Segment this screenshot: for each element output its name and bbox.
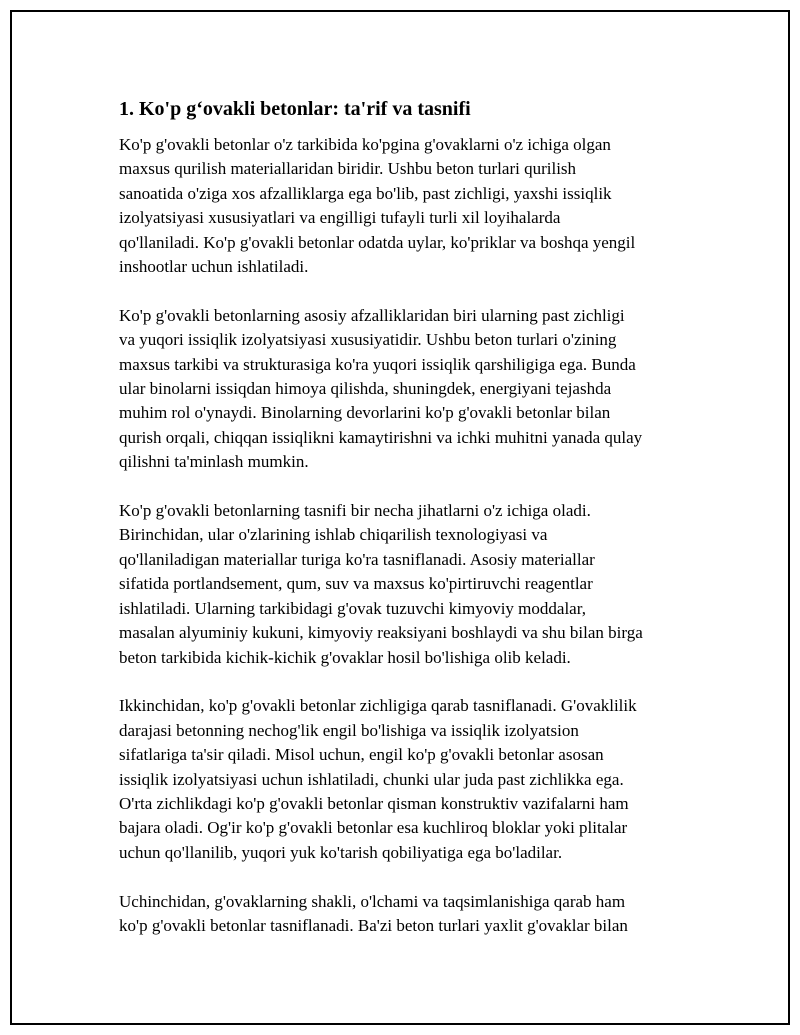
- section-heading: 1. Ko'p g‘ovakli betonlar: ta'rif va tasnifi: [119, 98, 471, 120]
- paragraph-classification-pores: Uchinchidan, g'ovaklarning shakli, o'lchami va taqsimlanishiga qarab ham ko'p g'ovakli betonlar tasniflanadi. Ba'zi beton turlari yaxlit g'ovaklar bilan: [119, 891, 628, 935]
- paragraph-advantages: Ko'p g'ovakli betonlarning asosiy afzalliklaridan biri ularning past zichligi va yuqori issiqlik izolyatsiyasi xususiyatidir. Ushbu beton turlari o'zining maxsus tarkibi va strukturasiga ko'ra yuqori issiqlik qarshiligiga ega. Bunda ular binolarni issiqdan himoya qilishda, shuningdek, energiyani tejashda muhim rol o'ynaydi. Binolarning devorlarini ko'p g'ovakli betonlar bilan qurish orqali, chiqqan issiqlikni kamaytirishni va ichki muhitni yanada qulay qilishni ta'minlash mumkin.: [119, 305, 643, 472]
- paragraph-definition: Ko'p g'ovakli betonlar o'z tarkibida ko'pgina g'ovaklarni o'z ichiga olgan maxsus qurilish materiallaridan biridir. Ushbu beton turlari qurilish sanoatida o'ziga xos afzalliklarga ega bo'lib, past zichligi, yaxshi issiqlik izolyatsiyasi xususiyatlari va engilligi tufayli turli xil loyihalarda qo'llaniladi. Ko'p g'ovakli betonlar odatda uylar, ko'priklar va boshqa yengil inshootlar uchun ishlatiladi.: [119, 135, 636, 277]
- document-content: [119, 96, 699, 963]
- paragraph-classification-technology: Ko'p g'ovakli betonlarning tasnifi bir necha jihatlarni o'z ichiga oladi. Birinchidan, ular o'zlarining ishlab chiqarilish texnologiyasi va qo'llaniladigan materiallar turiga ko'ra tasniflanadi. Asosiy materiallar sifatida portlandsement, qum, suv va maxsus ko'pirtiruvchi reagentlar ishlatiladi. Ularning tarkibidagi g'ovak tuzuvchi kimyoviy moddalar, masalan alyuminiy kukuni, kimyoviy reaksiyani boshlaydi va shu bilan birga beton tarkibida kichik-kichik g'ovaklar hosil bo'lishiga olib keladi.: [119, 501, 643, 667]
- document-page: [10, 10, 790, 1025]
- paragraph-classification-density: Ikkinchidan, ko'p g'ovakli betonlar zichligiga qarab tasniflanadi. G'ovaklilik darajasi betonning nechog'lik engil bo'lishiga va issiqlik izolyatsion sifatlariga ta'sir qiladi. Misol uchun, engil ko'p g'ovakli betonlar asosan issiqlik izolyatsiyasi uchun ishlatiladi, chunki ular juda past zichlikka ega. O'rta zichlikdagi ko'p g'ovakli betonlar qisman konstruktiv vazifalarni ham bajara oladi. Og'ir ko'p g'ovakli betonlar esa kuchliroq bloklar yoki plitalar uchun qo'llanilib, yuqori yuk ko'tarish qobiliyatiga ega bo'ladilar.: [119, 696, 637, 862]
